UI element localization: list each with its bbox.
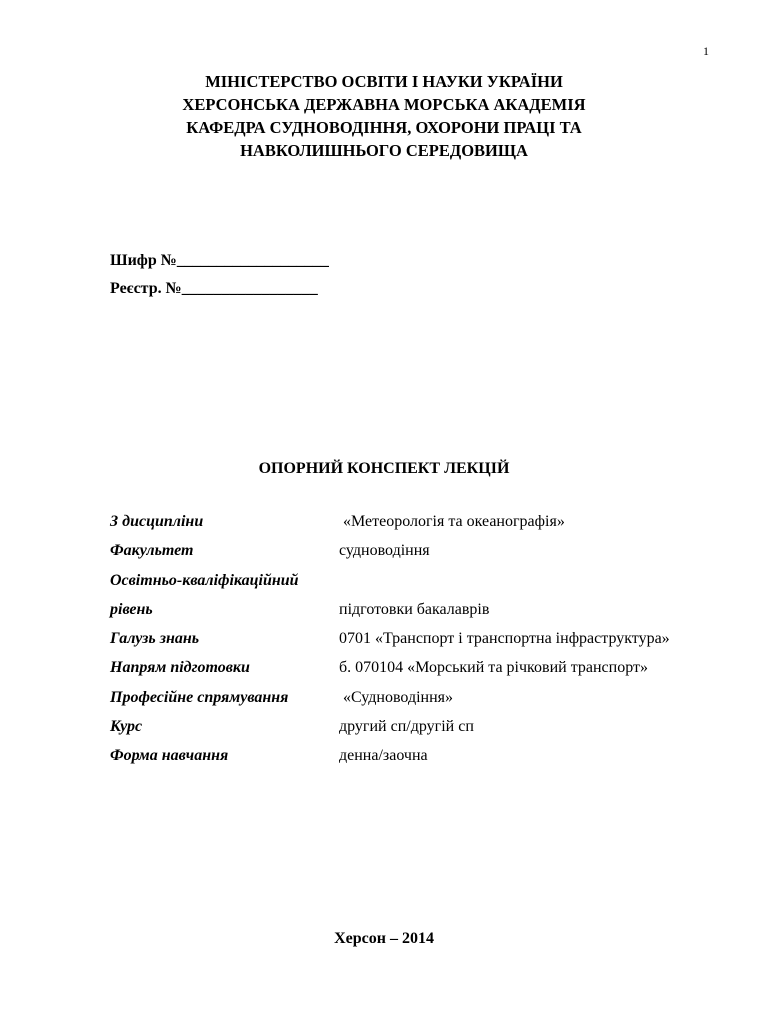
info-value: 0701 «Транспорт і транспортна інфраструктура» [339, 630, 670, 648]
info-value: б. 070104 «Морський та річковий транспорт» [339, 659, 648, 677]
info-value: підготовки бакалаврів [339, 600, 490, 618]
info-label: Форма навчання [110, 747, 229, 765]
institution-header [0, 70, 768, 162]
info-value: судноводіння [339, 542, 430, 560]
info-label: З дисципліни [110, 513, 204, 530]
city-year: Херсон – 2014 [334, 930, 434, 947]
info-label: Курс [110, 718, 143, 736]
info-label: Професійне спрямування [110, 688, 289, 706]
info-label: рівень [110, 600, 153, 618]
info-value: денна/заочна [339, 747, 428, 765]
info-label: Галузь знань [110, 630, 200, 648]
page-number: 1 [703, 44, 709, 58]
academy-line: ХЕРСОНСЬКА ДЕРЖАВНА МОРСЬКА АКАДЕМІЯ [182, 95, 586, 114]
ministry-line: МІНІСТЕРСТВО ОСВІТИ І НАУКИ УКРАЇНИ [205, 72, 563, 91]
info-label: Напрям підготовки [110, 659, 250, 677]
info-label: Факультет [110, 542, 194, 560]
info-label: Освітньо-кваліфікаційний [110, 571, 299, 589]
department-line-2: НАВКОЛИШНЬОГО СЕРЕДОВИЩА [240, 141, 528, 160]
info-value: другий сп/другій сп [339, 718, 474, 736]
cipher-field: Шифр №___________________ [110, 252, 329, 269]
info-value: «Судноводіння» [339, 688, 454, 706]
department-line-1: КАФЕДРА СУДНОВОДІННЯ, ОХОРОНИ ПРАЦІ ТА [186, 118, 582, 137]
registration-codes [110, 247, 329, 303]
register-field: Реєстр. №_________________ [110, 280, 318, 297]
info-value: «Метеорологія та океанографія» [339, 513, 565, 530]
document-title: ОПОРНИЙ КОНСПЕКТ ЛЕКЦІЙ [258, 460, 510, 477]
